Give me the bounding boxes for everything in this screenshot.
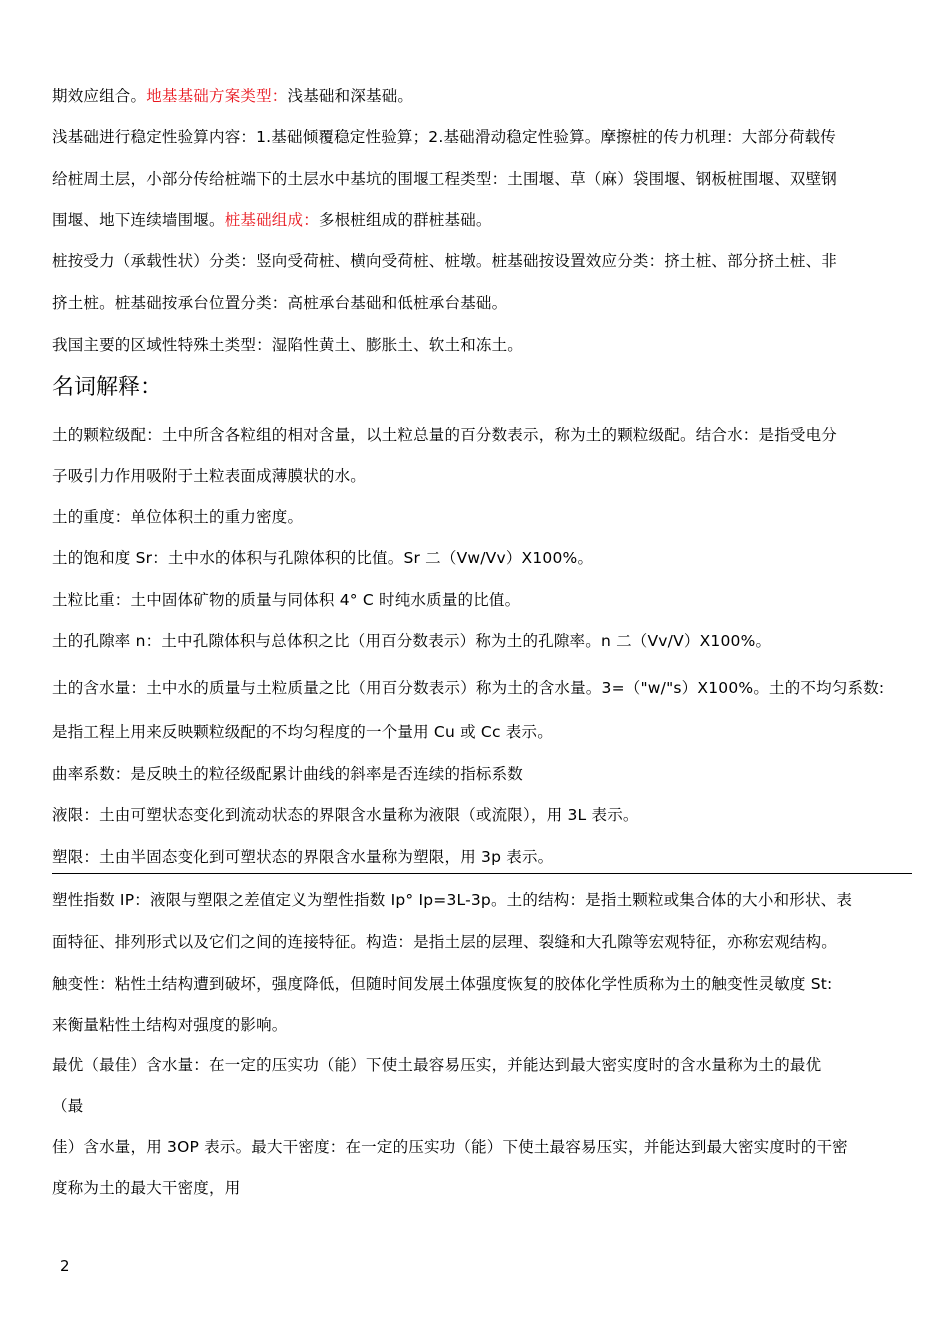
paragraph-line: 液限：土由可塑状态变化到流动状态的界限含水量称为液限（或流限），用 3L 表示。 (52, 806, 639, 824)
text-run: 浅基础和深基础。 (287, 87, 414, 105)
paragraph-line (52, 85, 912, 107)
paragraph-line: 最优（最佳）含水量：在一定的压实功（能）下使土最容易压实，并能达到最大密实度时的含水量称为土的最优 (52, 1056, 822, 1074)
paragraph-line: 触变性：粘性土结构遭到破坏，强度降低，但随时间发展土体强度恢复的胶体化学性质称为土的触变性灵敏度 St: (52, 975, 833, 993)
paragraph-line: 土的重度：单位体积土的重力密度。 (52, 508, 304, 526)
paragraph-line: 给桩周土层，小部分传给桩端下的土层水中基坑的围堰工程类型：土围堰、草（麻）袋围堰、钢板桩围堰、双壁钢 (52, 170, 838, 188)
paragraph-line: 来衡量粘性土结构对强度的影响。 (52, 1016, 288, 1034)
text-run: 围堰、地下连续墙围堰。 (52, 211, 225, 229)
section-heading: 名词解释： (52, 375, 163, 400)
paragraph-line: 挤土桩。桩基础按承台位置分类：高桩承台基础和低桩承台基础。 (52, 294, 508, 312)
paragraph-line: （最 (52, 1097, 84, 1115)
paragraph-line: 桩按受力（承载性状）分类：竖向受荷桩、横向受荷桩、桩墩。桩基础按设置效应分类：挤土桩、部分挤土桩、非 (52, 252, 838, 270)
paragraph-line: 度称为土的最大干密度，用 (52, 1179, 241, 1197)
paragraph-line: 土的饱和度 Sr：土中水的体积与孔隙体积的比值。Sr 二（Vw/Vv）X100%。 (52, 549, 594, 567)
paragraph-line: 土的颗粒级配：土中所含各粒组的相对含量，以土粒总量的百分数表示，称为土的颗粒级配。结合水：是指受电分 (52, 426, 838, 444)
highlight-term: 桩基础组成： (224, 211, 319, 229)
text-run: 多根桩组成的群桩基础。 (318, 211, 492, 229)
paragraph-line: 土的孔隙率 n：土中孔隙体积与总体积之比（用百分数表示）称为土的孔隙率。n 二（Vv/V）X100%。 (52, 632, 772, 650)
text-run: 期效应组合。 (52, 87, 147, 105)
paragraph-line: 土的含水量：土中水的质量与土粒质量之比（用百分数表示）称为土的含水量。3=（"w/"s）X100%。土的不均匀系数: (52, 679, 885, 697)
paragraph-line: 曲率系数：是反映土的粒径级配累计曲线的斜率是否连续的指标系数 (52, 765, 524, 783)
paragraph-line: 是指工程上用来反映颗粒级配的不均匀程度的一个量用 Cu 或 Cc 表示。 (52, 723, 553, 741)
paragraph-line: 佳）含水量，用 3OP 表示。最大干密度：在一定的压实功（能）下使土最容易压实，并能达到最大密实度时的干密 (52, 1138, 848, 1156)
paragraph-line: 塑性指数 IP：液限与塑限之差值定义为塑性指数 Ip° Ip=3L-3p。土的结构：是指土颗粒或集合体的大小和形状、表 (52, 891, 853, 909)
horizontal-divider (52, 873, 912, 874)
paragraph-line: 面特征、排列形式以及它们之间的连接特征。构造：是指土层的层理、裂缝和大孔隙等宏观特征，亦称宏观结构。 (52, 933, 838, 951)
paragraph-line: 土粒比重：土中固体矿物的质量与同体积 4° C 时纯水质量的比值。 (52, 591, 521, 609)
paragraph-line: 子吸引力作用吸附于土粒表面成薄膜状的水。 (52, 467, 367, 485)
highlight-term: 地基基础方案类型： (146, 87, 288, 105)
paragraph-line: 浅基础进行稳定性验算内容：1.基础倾覆稳定性验算；2.基础滑动稳定性验算。摩擦桩的传力机理：大部分荷载传 (52, 128, 836, 146)
paragraph-line: 塑限：土由半固态变化到可塑状态的界限含水量称为塑限，用 3p 表示。 (52, 848, 554, 866)
page-number: 2 (60, 1257, 70, 1275)
paragraph-line (52, 209, 912, 231)
paragraph-line: 我国主要的区域性特殊土类型：湿陷性黄土、膨胀土、软土和冻土。 (52, 336, 524, 354)
